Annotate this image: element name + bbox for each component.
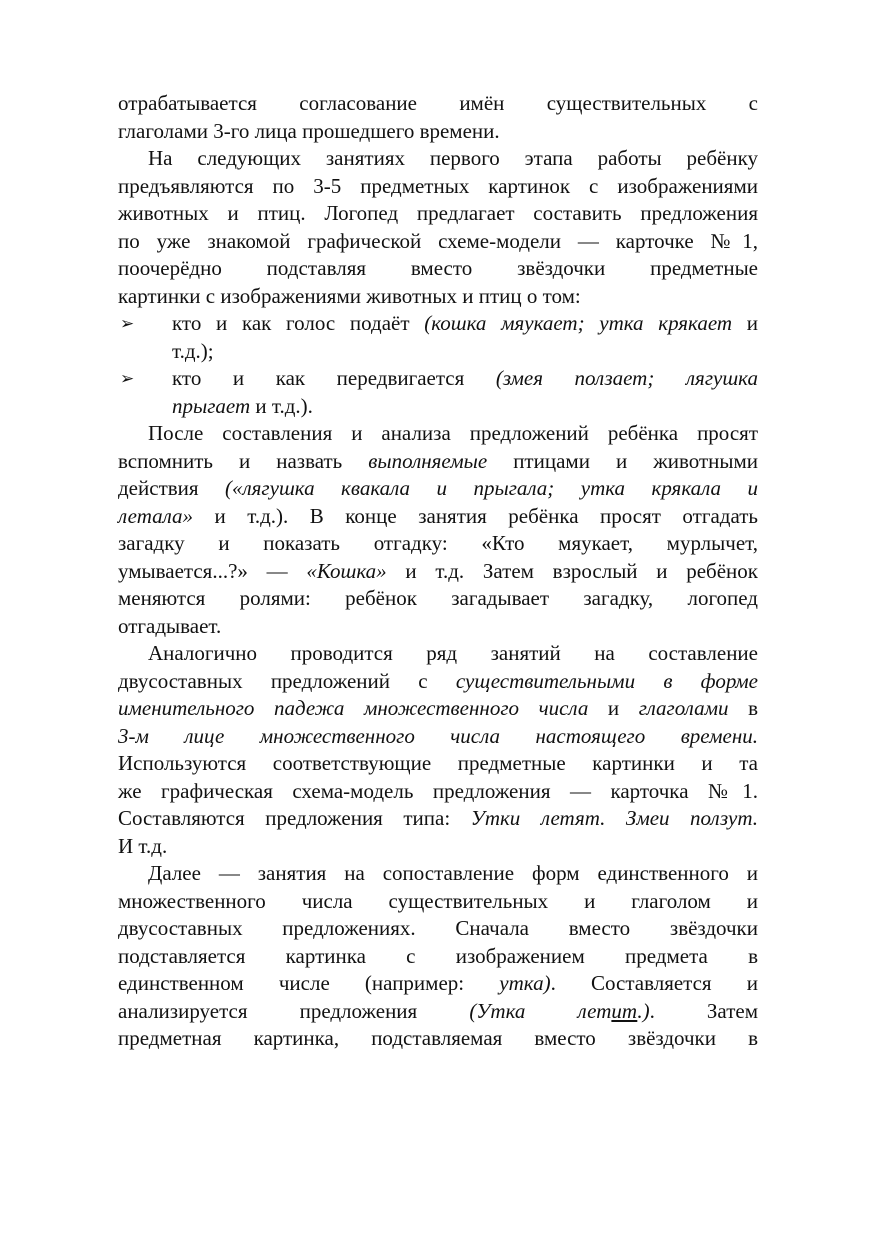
bullet-list-item-line [118, 365, 758, 393]
text-line [118, 640, 758, 668]
text-line [118, 723, 758, 751]
text-line [118, 255, 758, 283]
text-line [118, 420, 758, 448]
italic-text: (змея ползает; лягушка [495, 366, 758, 390]
text-line [118, 998, 758, 1026]
text-segment: анализируется предложения [118, 998, 470, 1023]
text-segment: . Составляется и [550, 971, 758, 995]
text-line [118, 915, 758, 943]
italic-text: (Утка лет [469, 998, 612, 1023]
text-segment: предъявляются по 3-5 предметных картинок с изображениями [118, 173, 758, 198]
text-segment: Далее — занятия на сопоставление форм единственного и [148, 861, 758, 885]
text-segment: двусоставных предложений с [118, 668, 456, 693]
text-segment: отгадывает. [118, 613, 222, 638]
italic-text: Утки летят. Змеи ползут. [470, 806, 758, 830]
text-segment: Составляются предложения типа: [118, 806, 471, 830]
text-line [118, 668, 758, 696]
text-line [118, 393, 758, 421]
text-line [118, 530, 758, 558]
text-segment: и т.д. Затем взрослый и ребёнок [386, 558, 758, 583]
text-segment: т.д.); [172, 338, 214, 363]
text-line [118, 118, 758, 146]
text-line [118, 943, 758, 971]
italic-text: выполняемые [368, 448, 488, 473]
document-page [118, 90, 758, 1053]
italic-text: .) [637, 998, 650, 1023]
text-line [118, 558, 758, 586]
text-segment: На следующих занятиях первого этапа работы ребёнку [148, 146, 758, 170]
text-segment: единственном числе (например: [118, 971, 500, 995]
text-segment: Используются соответствующие предметные картинки и та [118, 751, 758, 775]
arrow-bullet-icon: ➢ [120, 369, 135, 388]
text-line [118, 805, 758, 833]
text-segment: И т.д. [118, 833, 168, 858]
text-line [118, 695, 758, 723]
text-segment: по уже знакомой графической схеме-модели — карточке №1, [118, 228, 758, 253]
text-segment: загадку и показать отгадку: «Кто мяукает, мурлычет, [118, 531, 758, 555]
italic-text: существительными в форме [455, 668, 758, 693]
text-segment: После составления и анализа предложений ребёнка просят [148, 421, 758, 445]
text-segment: кто и как передвигается [172, 366, 496, 390]
text-segment: умывается...?» — [118, 558, 307, 583]
text-segment: и т.д.). В конце занятия ребёнка просят отгадать [193, 503, 758, 528]
text-line [118, 970, 758, 998]
italic-text: 3-м лице множественного числа настоящего времени. [118, 723, 758, 748]
text-segment: . Затем [649, 998, 758, 1023]
italic-text: прыгает [172, 393, 251, 418]
arrow-bullet-icon: ➢ [120, 314, 135, 333]
text-line [118, 750, 758, 778]
text-line [118, 585, 758, 613]
text-line [118, 475, 758, 503]
text-segment: двусоставных предложениях. Сначала вместо звёздочки [118, 916, 758, 940]
text-segment: в [728, 696, 758, 720]
text-line [118, 613, 758, 641]
italic-text: утка) [499, 971, 551, 995]
italic-text: летала» [118, 503, 194, 528]
italic-text: (кошка мяукает; утка крякает [424, 311, 733, 335]
text-line [118, 90, 758, 118]
text-line [118, 173, 758, 201]
text-line [118, 503, 758, 531]
text-segment: подставляется картинка с изображением предмета в [118, 943, 758, 968]
text-line [118, 860, 758, 888]
text-segment: Аналогично проводится ряд занятий на составление [148, 641, 758, 665]
text-segment: и [588, 696, 639, 720]
text-line [118, 283, 758, 311]
text-segment: и [732, 311, 758, 335]
text-segment: птицами и животными [487, 448, 758, 473]
text-line [118, 888, 758, 916]
text-segment: животных и птиц. Логопед предлагает составить предложения [118, 201, 758, 225]
text-segment: отрабатывается согласование имён существительных с [118, 91, 758, 115]
text-line [118, 200, 758, 228]
text-segment: картинки с изображениями животных и птиц о том: [118, 283, 581, 308]
text-segment: глаголами 3-го лица прошедшего времени. [118, 118, 500, 143]
text-segment: и т.д.). [250, 393, 313, 418]
text-line [118, 228, 758, 256]
text-line [118, 1025, 758, 1053]
italic-text: «Кошка» [306, 558, 387, 583]
text-segment: же графическая схема-модель предложения — карточка №1. [118, 778, 758, 803]
italic-text: именительного падежа множественного числа [118, 696, 589, 720]
bullet-list-item-line [118, 310, 758, 338]
text-line [118, 338, 758, 366]
text-segment: действия [118, 476, 226, 500]
text-line [118, 778, 758, 806]
text-segment: кто и как голос подаёт [172, 311, 425, 335]
text-line [118, 145, 758, 173]
text-line [118, 833, 758, 861]
text-segment: множественного числа существительных и глаголом и [118, 888, 758, 913]
text-segment: меняются ролями: ребёнок загадывает загадку, логопед [118, 586, 758, 610]
text-segment: вспомнить и назвать [118, 448, 369, 473]
text-line [118, 448, 758, 476]
italic-text: («лягушка квакала и прыгала; утка крякала и [225, 476, 758, 500]
italic-text: ит [611, 998, 638, 1023]
text-segment: поочерёдно подставляя вместо звёздочки предметные [118, 256, 758, 280]
italic-text: глаголами [638, 696, 729, 720]
text-segment: предметная картинка, подставляемая вместо звёздочки в [118, 1026, 758, 1050]
